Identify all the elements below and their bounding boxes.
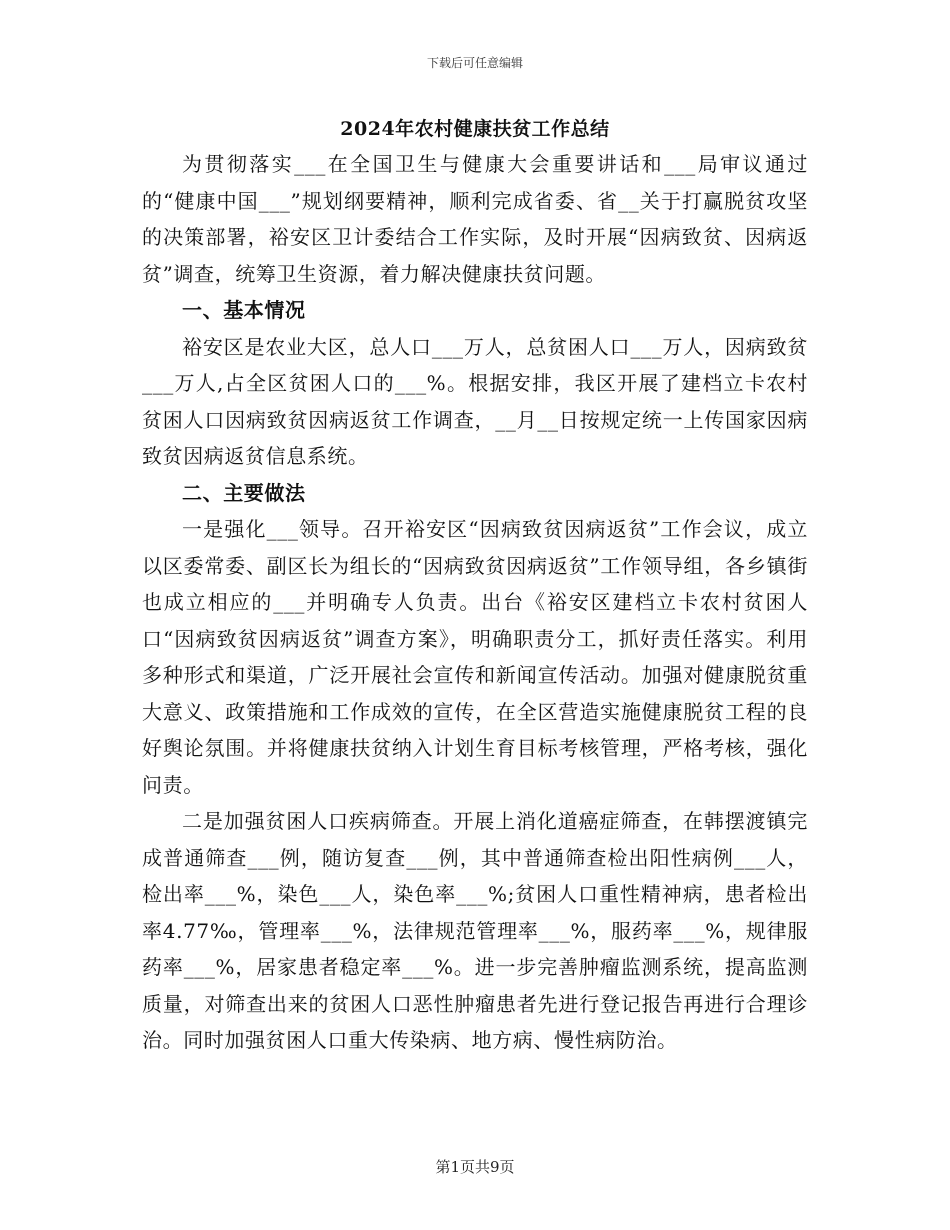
intro-paragraph: 为贯彻落实___在全国卫生与健康大会重要讲话和___局审议通过的“健康中国___”规划纲要精神，顺利完成省委、省__关于打赢脱贫攻坚的决策部署，裕安区卫计委结合工作实际，及时开展“因病致贫、因病返贫”调查，统筹卫生资源，着力解决健康扶贫问题。 [142,152,808,286]
section-heading-main-practices: 二、主要做法 [182,480,306,505]
header-note: 下载后可任意编辑 [426,56,523,70]
basic-situation-paragraph: 裕安区是农业大区，总人口___万人，总贫困人口___万人，因病致贫___万人,占全区贫困人口的___%。根据安排，我区开展了建档立卡农村贫困人口因病致贫因病返贫工作调查，__月__日按规定统一上传国家因病致贫因病返贫信息系统。 [142,334,808,468]
document-body [142,146,808,1059]
section-heading-basic-situation: 一、基本情况 [182,298,306,322]
document-title: 2024年农村健康扶贫工作总结 [340,118,610,140]
page-number: 第1页共9页 [435,1158,515,1176]
main-practices-paragraph-1: 一是强化___领导。召开裕安区“因病致贫因病返贫”工作会议，成立以区委常委、副区长为组长的“因病致贫因病返贫”工作领导组，各乡镇街也成立相应的___并明确专人负责。出台《裕安区建档立卡农村贫困人口“因病致贫因病返贫”调查方案》，明确职责分工，抓好责任落实。利用多种形式和渠道，广泛开展社会宣传和新闻宣传活动。加强对健康脱贫重大意义、政策措施和工作成效的宣传，在全区营造实施健康脱贫工程的良好舆论氛围。并将健康扶贫纳入计划生育目标考核管理，严格考核，强化问责。 [142,517,808,797]
main-practices-paragraph-2: 二是加强贫困人口疾病筛查。开展上消化道癌症筛查，在韩摆渡镇完成普通筛查___例，随访复查___例，其中普通筛查检出阳性病例___人，检出率___%，染色___人，染色率___%;贫困人口重性精神病，患者检出率4.77‰，管理率___%，法律规范管理率___%，服药率___%，规律服药率___%，居家患者稳定率___%。进一步完善肿瘤监测系统，提高监测质量，对筛查出来的贫困人口恶性肿瘤患者先进行登记报告再进行合理诊治。同时加强贫困人口重大传染病、地方病、慢性病防治。 [142,809,808,1052]
